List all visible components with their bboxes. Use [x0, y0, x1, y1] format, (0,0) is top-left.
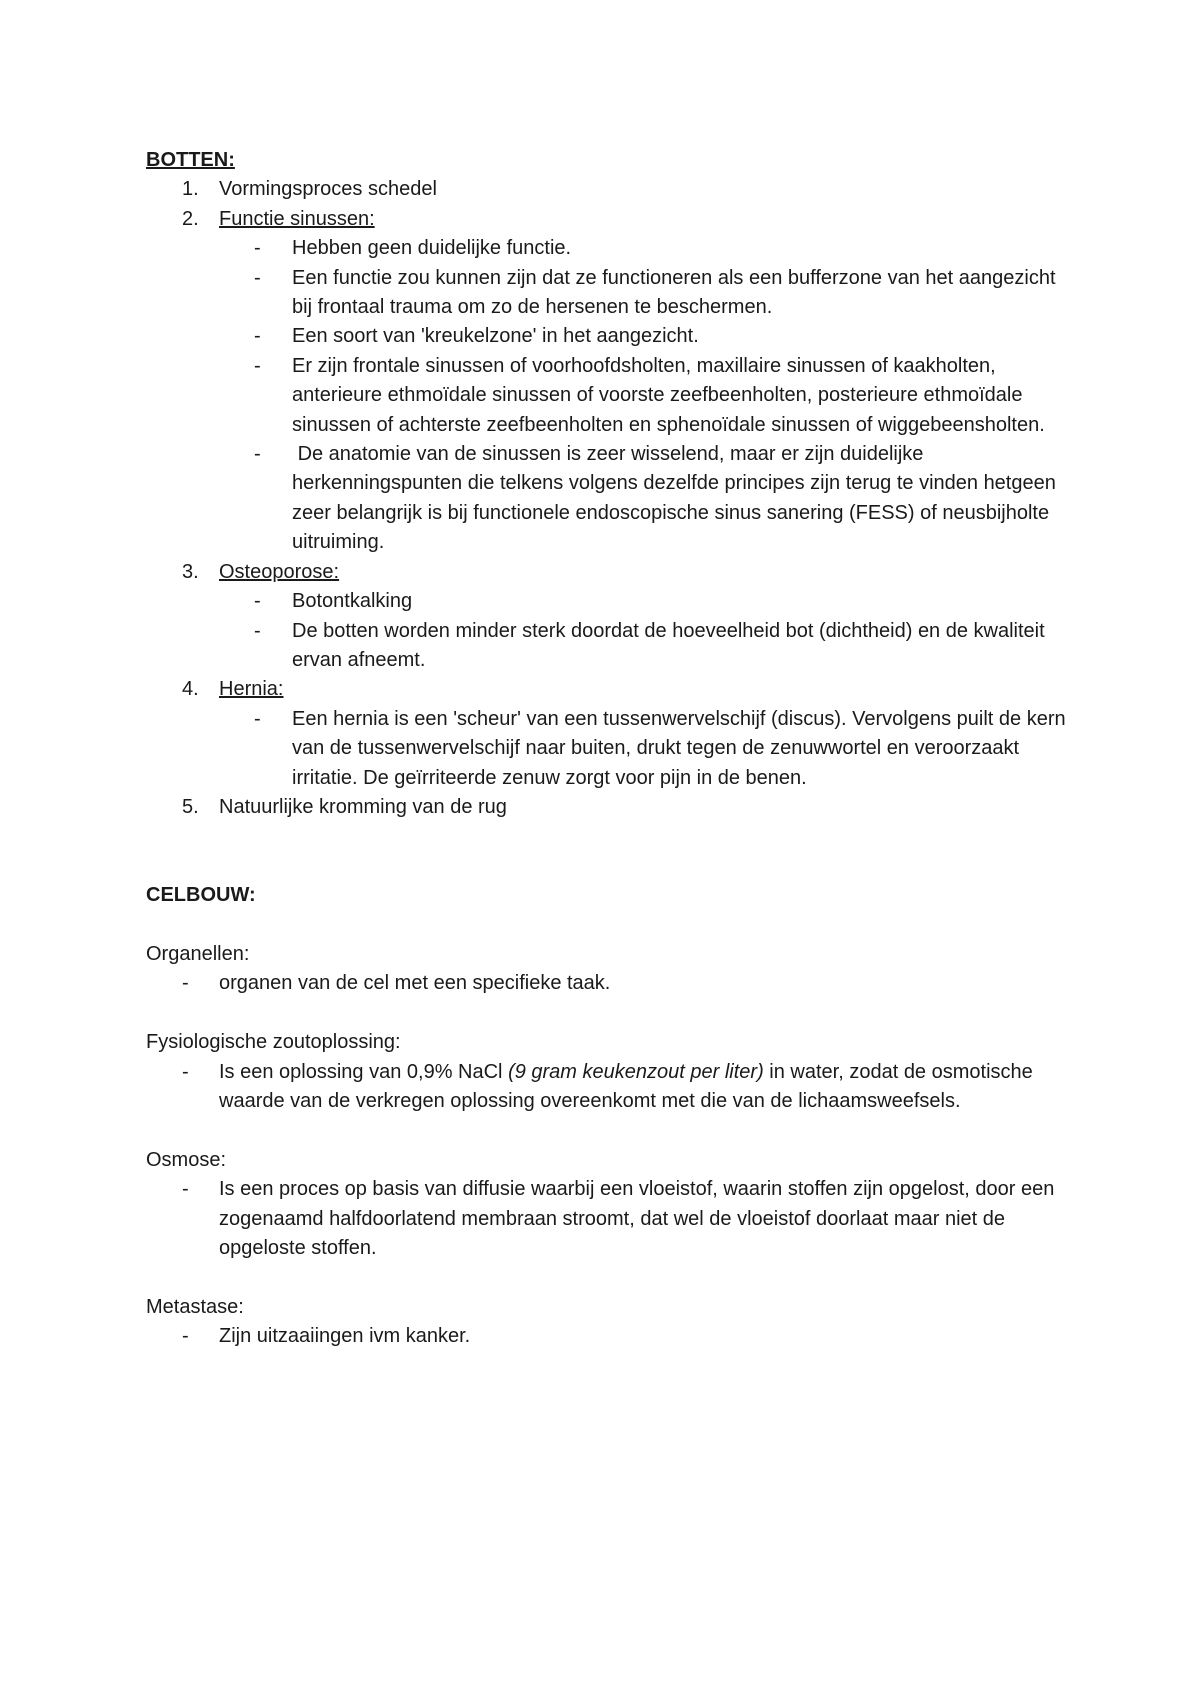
- bullet-text-italic: (9 gram keukenzout per liter): [508, 1060, 764, 1083]
- bullet-item: [146, 352, 1066, 440]
- bullet-item: [146, 1175, 1066, 1263]
- dash-marker: -: [182, 1325, 189, 1348]
- bullet-item: [146, 705, 1066, 793]
- bullet-text: Een functie zou kunnen zijn dat ze functioneren als een bufferzone van het aangezicht bij frontaal trauma om zo de hersenen te beschermen.: [292, 266, 1056, 319]
- bullet-text: Er zijn frontale sinussen of voorhoofdsholten, maxillaire sinussen of kaakholten, anterieure ethmoïdale sinussen of voorste zeefbeenholten, posterieure ethmoïdale sinussen of achterste zeefbeenholten en sphenoïdale sinussen of wiggebeensholten.: [292, 354, 1045, 436]
- item-number: 4.: [182, 678, 199, 701]
- section-heading-celbouw: CELBOUW:: [146, 884, 256, 907]
- item-label-osteoporose: Osteoporose:: [219, 560, 340, 583]
- fysiologische-label: Fysiologische zoutoplossing:: [146, 1031, 401, 1054]
- spacer: [146, 822, 1066, 881]
- dash-marker: -: [182, 1178, 189, 1201]
- dash-marker: -: [254, 237, 261, 260]
- item-number: 1.: [182, 178, 199, 201]
- organellen-label: Organellen:: [146, 942, 250, 965]
- bullet-item: [146, 969, 1066, 998]
- item-number: 3.: [182, 560, 199, 583]
- bullet-text: Is een proces op basis van diffusie waarbij een vloeistof, waarin stoffen zijn opgelost, door een zogenaamd halfdoorlatend membraan stroomt, dat wel de vloeistof doorlaat maar niet de opgeloste stoffen.: [219, 1178, 1055, 1259]
- section-heading-botten: BOTTEN:: [146, 149, 235, 171]
- document-content: [146, 146, 1066, 1352]
- functie-sinussen-bullets: [146, 234, 1066, 557]
- dash-marker: -: [254, 707, 261, 730]
- spacer: [146, 1116, 1066, 1145]
- bullet-text: Een soort van 'kreukelzone' in het aangezicht.: [292, 325, 699, 348]
- bullet-text: [219, 1061, 1038, 1112]
- bullet-item: [146, 617, 1066, 676]
- item-label-functie-sinussen: Functie sinussen:: [219, 207, 375, 230]
- numbered-item-4: [146, 675, 1066, 704]
- numbered-item-3: [146, 558, 1066, 587]
- bullet-item: [146, 234, 1066, 263]
- osteoporose-bullets: [146, 587, 1066, 675]
- bullet-text: De anatomie van de sinussen is zeer wisselend, maar er zijn duidelijke herkenningspunten die telkens volgens dezelfde principes zijn terug te vinden hetgeen zeer belangrijk is bij functionele endoscopische sinus sanering (FESS) of neusbijholte uitruiming.: [292, 443, 1062, 554]
- bullet-text: organen van de cel met een specifieke taak.: [219, 972, 611, 995]
- dash-marker: -: [182, 1060, 189, 1083]
- metastase-label: Metastase:: [146, 1295, 244, 1318]
- bullet-text: Botontkalking: [292, 590, 413, 613]
- bullet-text: Zijn uitzaaiingen ivm kanker.: [219, 1325, 471, 1348]
- bullet-text-part2: in water, zodat de osmotische waarde van de verkregen oplossing overeenkomt met die van de lichaamsweefsels.: [219, 1060, 1039, 1112]
- bullet-text: Hebben geen duidelijke functie.: [292, 237, 572, 260]
- dash-marker: -: [254, 619, 261, 642]
- bullet-item: [146, 322, 1066, 351]
- spacer: [146, 911, 1066, 940]
- bullet-item: [146, 440, 1066, 558]
- item-number: 2.: [182, 207, 199, 230]
- dash-marker: -: [254, 325, 261, 348]
- numbered-item-1: [146, 175, 1066, 204]
- spacer: [146, 1263, 1066, 1292]
- bullet-item: [146, 264, 1066, 323]
- osmose-label: Osmose:: [146, 1148, 227, 1171]
- bullet-text: Een hernia is een 'scheur' van een tussenwervelschijf (discus). Vervolgens puilt de kern van de tussenwervelschijf naar buiten, drukt tegen de zenuwwortel en veroorzaakt irritatie. De geïrriteerde zenuw zorgt voor pijn in de benen.: [292, 707, 1066, 789]
- dash-marker: -: [182, 972, 189, 995]
- bullet-text-part1: Is een oplossing van 0,9% NaCl: [219, 1060, 509, 1083]
- item-label: Natuurlijke kromming van de rug: [219, 795, 507, 818]
- bullet-item: [146, 1058, 1066, 1117]
- spacer: [146, 999, 1066, 1028]
- numbered-item-5: [146, 793, 1066, 822]
- bullet-item: [146, 1322, 1066, 1351]
- dash-marker: -: [254, 443, 261, 466]
- item-label: Vormingsproces schedel: [219, 178, 437, 201]
- dash-marker: -: [254, 354, 261, 377]
- item-number: 5.: [182, 795, 199, 818]
- dash-marker: -: [254, 266, 261, 289]
- hernia-bullets: [146, 705, 1066, 793]
- numbered-item-2: [146, 205, 1066, 234]
- item-label-hernia: Hernia:: [219, 678, 284, 701]
- bullet-item: [146, 587, 1066, 616]
- dash-marker: -: [254, 590, 261, 613]
- bullet-text: De botten worden minder sterk doordat de hoeveelheid bot (dichtheid) en de kwaliteit ervan afneemt.: [292, 619, 1045, 671]
